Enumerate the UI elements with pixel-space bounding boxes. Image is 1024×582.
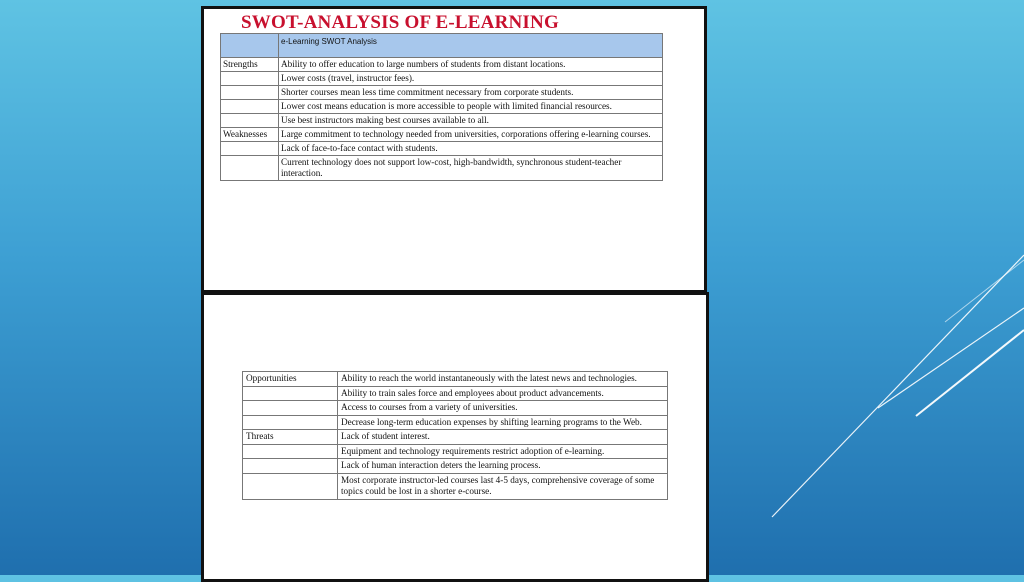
table-cell <box>221 86 279 100</box>
table-row <box>243 372 668 387</box>
table-cell <box>243 415 338 430</box>
table-cell: Lack of student interest. <box>338 430 668 445</box>
table-cell <box>221 142 279 156</box>
table-cell: Equipment and technology requirements restrict adoption of e-learning. <box>338 444 668 459</box>
table-row <box>243 444 668 459</box>
table-cell: e-Learning SWOT Analysis <box>279 34 663 58</box>
table-cell: Lower costs (travel, instructor fees). <box>279 72 663 86</box>
table-cell: Access to courses from a variety of universities. <box>338 401 668 416</box>
table-row <box>221 142 663 156</box>
swot-table-strengths-weaknesses <box>220 33 663 181</box>
table-cell <box>221 34 279 58</box>
table-cell <box>243 473 338 499</box>
table-row <box>221 128 663 142</box>
table-cell <box>243 444 338 459</box>
table-cell: Lack of face-to-face contact with students. <box>279 142 663 156</box>
table-cell: Ability to reach the world instantaneously with the latest news and technologies. <box>338 372 668 387</box>
table-cell <box>243 386 338 401</box>
table-cell: Ability to offer education to large numbers of students from distant locations. <box>279 58 663 72</box>
table-header-row <box>221 34 663 58</box>
slide-title: SWOT-ANALYSIS OF E-LEARNING <box>241 12 559 33</box>
table-row <box>221 86 663 100</box>
table-cell: Lack of human interaction deters the learning process. <box>338 459 668 474</box>
table-row <box>221 100 663 114</box>
table-row <box>243 473 668 499</box>
table-cell: Lower cost means education is more accessible to people with limited financial resources. <box>279 100 663 114</box>
table-cell <box>221 156 279 181</box>
swot-image-top <box>201 6 707 293</box>
table-cell: Shorter courses mean less time commitment necessary from corporate students. <box>279 86 663 100</box>
table-cell <box>221 100 279 114</box>
table-cell: Ability to train sales force and employees about product advancements. <box>338 386 668 401</box>
table-cell: Large commitment to technology needed from universities, corporations offering e-learning courses. <box>279 128 663 142</box>
table-cell <box>221 72 279 86</box>
table-cell <box>243 401 338 416</box>
table-cell: Decrease long-term education expenses by shifting learning programs to the Web. <box>338 415 668 430</box>
table-row <box>243 415 668 430</box>
table-row <box>221 114 663 128</box>
table-row <box>243 386 668 401</box>
table-cell: Use best instructors making best courses available to all. <box>279 114 663 128</box>
table-row <box>243 401 668 416</box>
swot-image-bottom <box>201 292 709 582</box>
table-cell: Most corporate instructor-led courses last 4-5 days, comprehensive coverage of some topics could be lost in a shorter e-course. <box>338 473 668 499</box>
table-row <box>221 58 663 72</box>
table-row <box>243 459 668 474</box>
table-row <box>221 156 663 181</box>
table-cell: Current technology does not support low-cost, high-bandwidth, synchronous student-teacher interaction. <box>279 156 663 181</box>
table-cell: Strengths <box>221 58 279 72</box>
table-cell: Weaknesses <box>221 128 279 142</box>
table-row <box>243 430 668 445</box>
swot-table-opportunities-threats <box>242 371 668 500</box>
table-cell: Threats <box>243 430 338 445</box>
table-row <box>221 72 663 86</box>
table-cell <box>243 459 338 474</box>
table-cell: Opportunities <box>243 372 338 387</box>
table-cell <box>221 114 279 128</box>
